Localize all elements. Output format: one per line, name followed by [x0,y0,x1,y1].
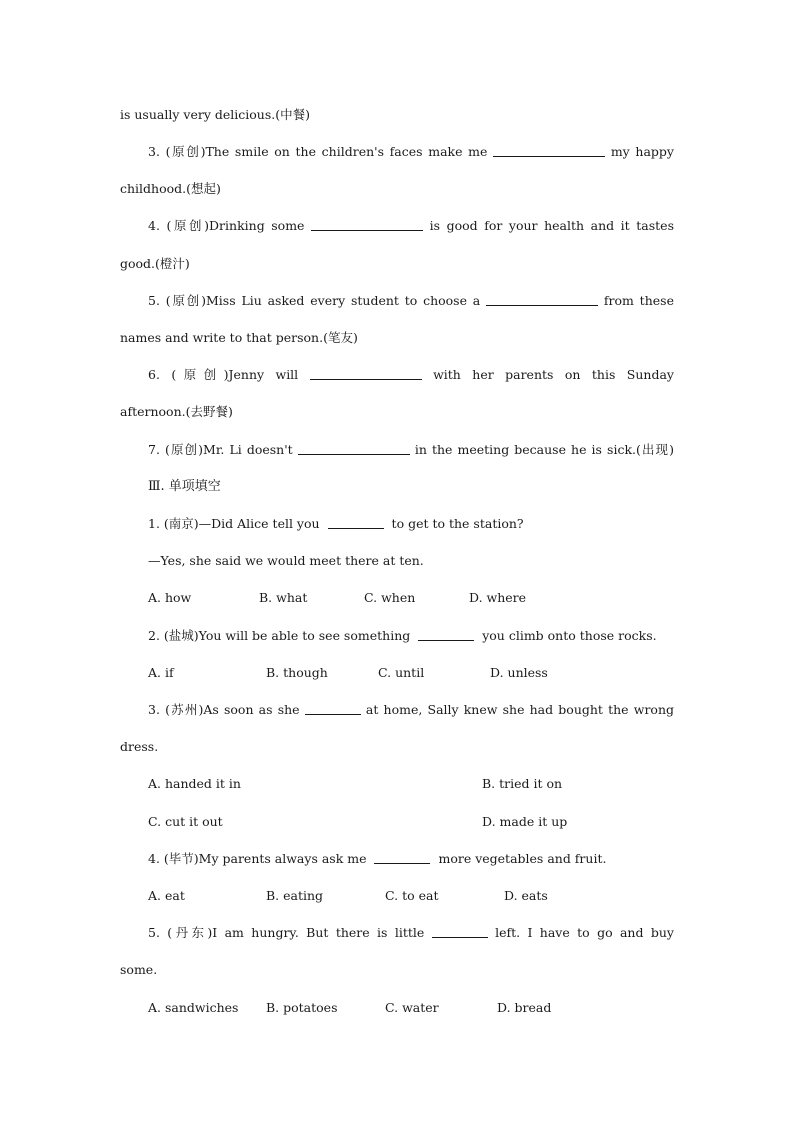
mc-question-3 [148,702,674,718]
line-text: dress. [120,739,159,754]
question-text: from these [603,293,674,308]
option-c[interactable]: C. cut it out [148,814,223,829]
answer-blank[interactable] [305,702,361,715]
question-text: 4. (毕节)My parents always ask me [148,851,367,866]
mc-question-4 [148,851,606,867]
answer-blank[interactable] [311,218,423,231]
line-text: childhood.(想起) [120,181,221,196]
option-b[interactable]: B. potatoes [266,1000,338,1015]
option-a[interactable]: A. if [148,665,174,680]
question-4-continuation [120,256,190,272]
mc-question-1-reply [148,553,424,569]
mc-question-2-options [148,665,674,681]
line-text: —Yes, she said we would meet there at ten. [148,553,424,568]
question-text: 1. (南京)—Did Alice tell you [148,516,320,531]
text-line [120,107,310,123]
line-text: good.(橙汁) [120,256,190,271]
question-6 [148,367,674,383]
option-a[interactable]: A. handed it in [148,776,241,791]
question-3-continuation [120,181,221,197]
mc-question-3-options-row-2 [148,814,674,830]
question-text: 2. (盐城)You will be able to see something [148,628,411,643]
question-text: 7. (原创)Mr. Li doesn't [148,442,293,457]
option-b[interactable]: B. though [266,665,328,680]
option-c[interactable]: C. to eat [385,888,439,903]
section-title-text: Ⅲ. 单项填空 [148,479,221,494]
question-text: 5. (丹东)I am hungry. But there is little [148,925,425,940]
mc-question-2 [148,628,657,644]
answer-blank[interactable] [486,293,598,306]
answer-blank[interactable] [432,925,488,938]
question-text: more vegetables and fruit. [438,851,607,866]
mc-question-3-continuation [120,739,158,755]
option-c[interactable]: C. water [385,1000,439,1015]
question-text: you climb onto those rocks. [482,628,657,643]
question-text: at home, Sally knew she had bought the wrong [365,702,674,717]
question-4 [148,218,674,234]
question-text: 3. (原创)The smile on the children's faces make me [148,144,488,159]
question-text: 5. (原创)Miss Liu asked every student to choose a [148,293,481,308]
line-text: names and write to that person.(笔友) [120,330,358,345]
question-3 [148,144,674,160]
question-5 [148,293,674,309]
mc-question-4-options [148,888,674,904]
option-d[interactable]: D. where [469,590,527,605]
answer-blank[interactable] [374,851,430,864]
option-b[interactable]: B. tried it on [482,776,563,791]
option-a[interactable]: A. eat [148,888,185,903]
option-d[interactable]: D. eats [504,888,548,903]
question-text: left. I have to go and buy [495,925,674,940]
question-text: 6. (原创)Jenny will [148,367,299,382]
question-text: in the meeting because he is sick.(出现) [414,442,675,457]
answer-blank[interactable] [418,628,474,641]
line-text: some. [120,962,158,977]
section-title [148,479,221,495]
answer-blank[interactable] [493,144,605,157]
question-7 [148,442,674,458]
answer-blank[interactable] [298,442,410,455]
option-c[interactable]: C. until [378,665,425,680]
line-text: is usually very delicious.(中餐) [120,107,310,122]
mc-question-5 [148,925,674,941]
mc-question-1-options [148,590,674,606]
answer-blank[interactable] [310,367,422,380]
option-a[interactable]: A. how [148,590,192,605]
question-text: my happy [610,144,674,159]
question-text: 4. (原创)Drinking some [148,218,305,233]
question-text: with her parents on this Sunday [433,367,674,382]
question-5-continuation [120,330,358,346]
mc-question-1 [148,516,524,532]
mc-question-5-options [148,1000,674,1016]
option-c[interactable]: C. when [364,590,416,605]
question-text: is good for your health and it tastes [429,218,674,233]
option-d[interactable]: D. unless [490,665,548,680]
option-b[interactable]: B. what [259,590,308,605]
question-text: to get to the station? [391,516,524,531]
line-text: afternoon.(去野餐) [120,404,233,419]
option-d[interactable]: D. bread [497,1000,552,1015]
option-b[interactable]: B. eating [266,888,324,903]
option-a[interactable]: A. sandwiches [148,1000,239,1015]
question-6-continuation [120,404,233,420]
mc-question-5-continuation [120,962,157,978]
answer-blank[interactable] [328,516,384,529]
option-d[interactable]: D. made it up [482,814,568,829]
mc-question-3-options-row-1 [148,776,674,792]
question-text: 3. (苏州)As soon as she [148,702,300,717]
